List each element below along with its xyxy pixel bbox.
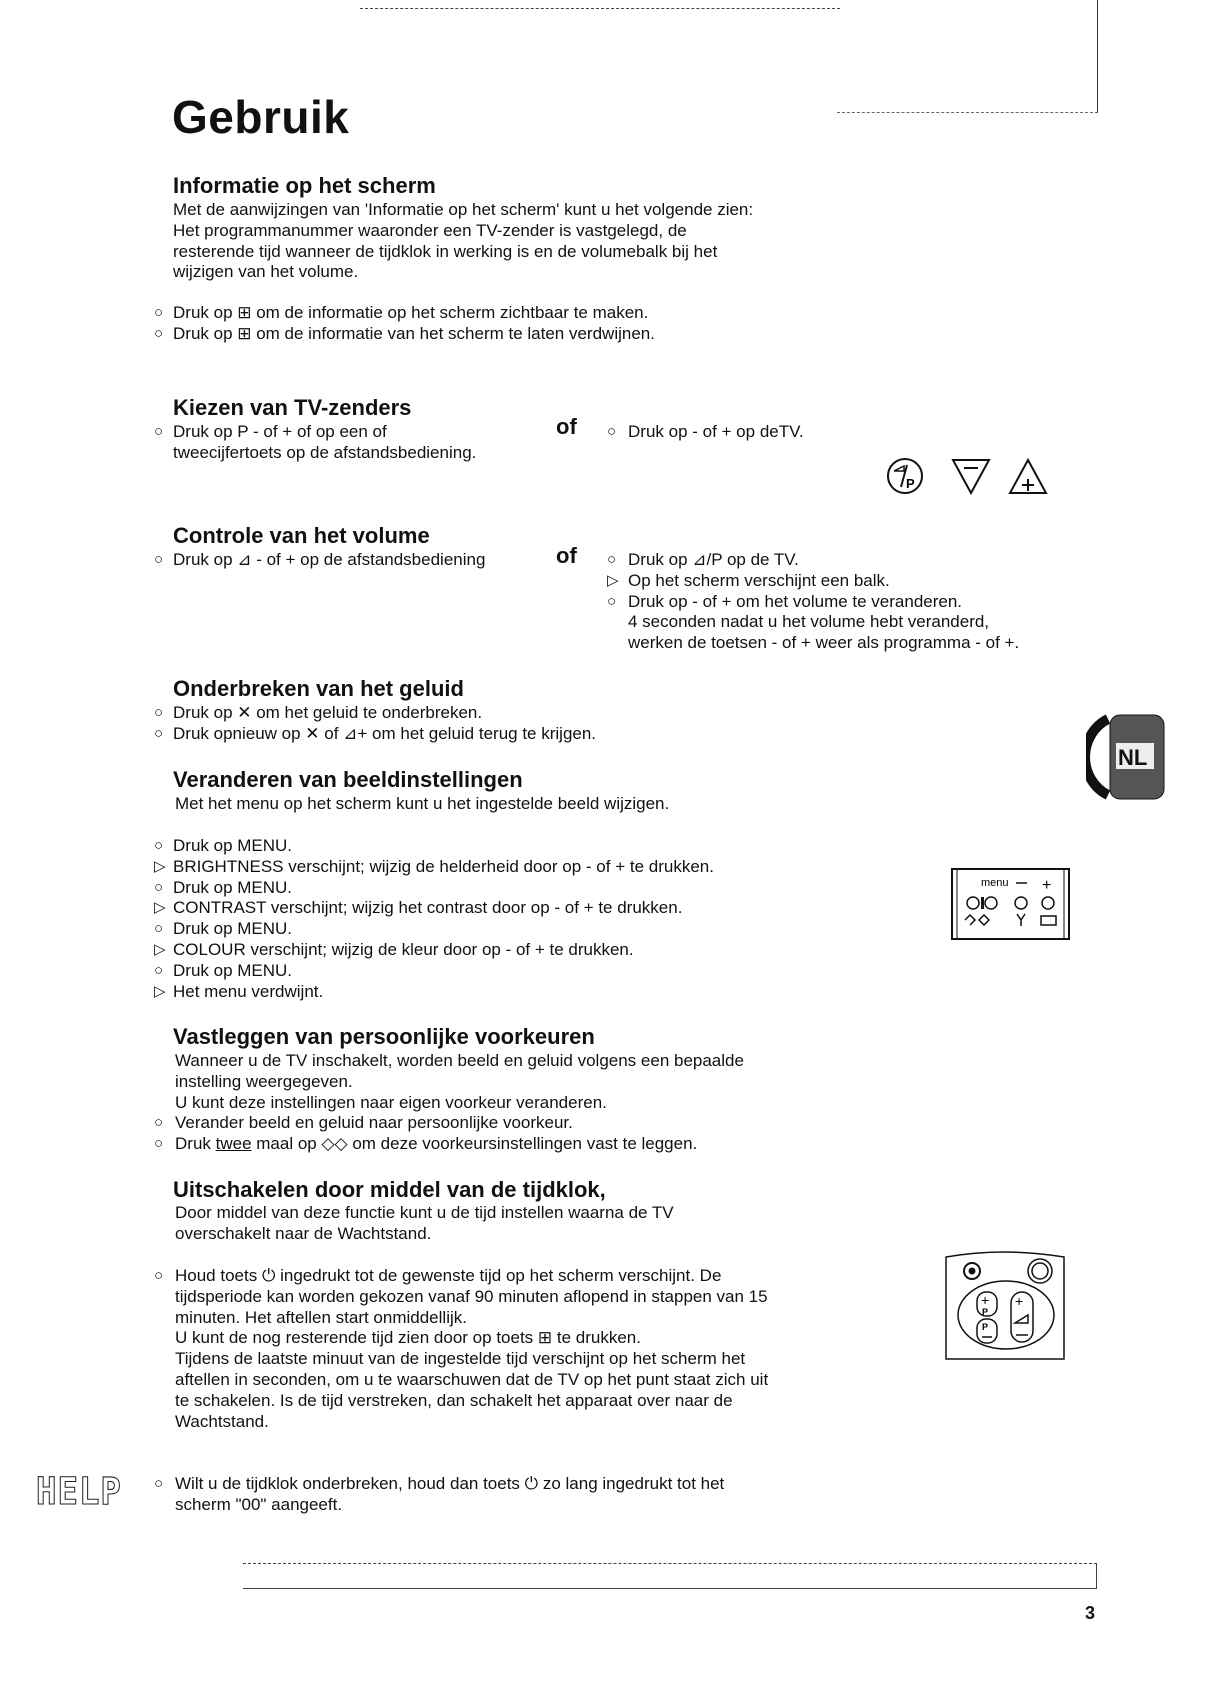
step-bullet-icon: ○ xyxy=(154,1114,164,1132)
instruction-step: Druk opnieuw op ✕ of ⊿+ om het geluid terug te krijgen. xyxy=(173,723,597,743)
step-bullet-icon: ○ xyxy=(154,878,164,896)
text-line: werken de toetsen - of + weer als programma - of +. xyxy=(628,633,1020,653)
step-bullet-icon: ○ xyxy=(154,1135,164,1153)
step-bullet-icon: ○ xyxy=(154,1475,164,1492)
instruction-result: Het menu verdwijnt. xyxy=(173,981,324,1001)
text-line: Met de aanwijzingen van 'Informatie op het scherm' kunt u het volgende zien: xyxy=(173,200,754,219)
text-line: Door middel van deze functie kunt u de tijd instellen waarna de TV xyxy=(175,1203,674,1222)
step-bullet-icon: ○ xyxy=(154,961,164,979)
section-heading-onderbreken: Onderbreken van het geluid xyxy=(173,676,464,701)
emphasis: twee xyxy=(215,1134,252,1154)
text-line: resterende tijd wanneer de tijdklok in werking is en de volumebalk bij het xyxy=(173,241,718,261)
tv-buttons-illustration xyxy=(885,455,1060,497)
instruction-step: Verander beeld en geluid naar persoonlijke voorkeur. xyxy=(175,1113,573,1133)
step-bullet-icon: ○ xyxy=(607,423,617,440)
instruction-result: COLOUR verschijnt; wijzig de kleur door op - of + te drukken. xyxy=(173,940,634,959)
menu-label: menu xyxy=(981,877,1009,889)
text-line: tweecijfertoets op de afstandsbediening. xyxy=(173,442,477,462)
step-bullet-icon: ○ xyxy=(607,592,617,610)
step-bullet-icon: ○ xyxy=(154,724,164,742)
instruction-result: BRIGHTNESS verschijnt; wijzig de helderheid door op - of + te drukken. xyxy=(173,856,714,876)
footer-frame-edge xyxy=(1096,1563,1097,1588)
instruction-step: Druk op ✕ om het geluid te onderbreken. xyxy=(173,703,483,722)
text-line: U kunt de nog resterende tijd zien door op toets ⊞ te drukken. xyxy=(175,1328,641,1348)
p-label: P xyxy=(906,476,915,491)
text-line: scherm "00" aangeeft. xyxy=(175,1494,343,1514)
result-arrow-icon: ▷ xyxy=(154,941,166,958)
help-logo: HELP xyxy=(36,1470,122,1514)
text-line: 4 seconden nadat u het volume hebt veranderd, xyxy=(628,612,990,632)
instruction-step: Druk op ⊿/P op de TV. xyxy=(628,550,799,569)
text-line: Tijdens de laatste minuut van de ingestelde tijd verschijnt op het scherm het xyxy=(175,1349,746,1369)
tv-menu-panel-illustration xyxy=(951,868,1071,942)
step-bullet-icon: ○ xyxy=(154,1267,164,1284)
page-number: 3 xyxy=(1085,1603,1096,1623)
text-line: instelling weergegeven. xyxy=(175,1071,353,1091)
instruction-step: Druk twee maal op ◇◇ om deze voorkeursinstellingen vast te leggen. xyxy=(175,1134,698,1154)
text-line: Met het menu op het scherm kunt u het ingestelde beeld wijzigen. xyxy=(175,794,670,813)
text-line: tijdsperiode kan worden gekozen vanaf 90 minuten aflopend in stappen van 15 xyxy=(175,1286,768,1306)
p-label: P xyxy=(982,1307,989,1317)
section-heading-kiezen: Kiezen van TV-zenders xyxy=(173,395,412,420)
volume-up-label: + xyxy=(1015,1293,1024,1309)
text-line: aftellen in seconden, om u te waarschuwen dat de TV op het punt staat zich uit xyxy=(175,1370,769,1389)
result-arrow-icon: ▷ xyxy=(154,982,166,1000)
page-title: Gebruik xyxy=(172,91,350,143)
instruction-step: Druk op MENU. xyxy=(173,919,293,939)
text-line: te schakelen. Is de tijd verstreken, dan schakelt het apparaat over naar de xyxy=(175,1390,733,1410)
instruction-step: Druk op ⊞ om de informatie van het scherm te laten verdwijnen. xyxy=(173,323,655,343)
result-arrow-icon: ▷ xyxy=(607,571,619,589)
step-bullet-icon: ○ xyxy=(607,551,617,568)
plus-label: + xyxy=(1042,877,1052,894)
top-scan-line xyxy=(360,8,840,9)
or-label: of xyxy=(556,414,577,439)
text-line: Wachtstand. xyxy=(175,1411,269,1431)
nl-label: NL xyxy=(1118,745,1148,770)
step-bullet-icon: ○ xyxy=(154,837,164,854)
section-heading-info: Informatie op het scherm xyxy=(173,173,436,198)
up-triangle-plus-icon xyxy=(1010,460,1046,493)
text-line: wijzigen van het volume. xyxy=(173,262,359,282)
step-bullet-icon: ○ xyxy=(154,423,164,440)
down-triangle-minus-icon xyxy=(953,460,989,493)
text-line: Wanneer u de TV inschakelt, worden beeld en geluid volgens een bepaalde xyxy=(175,1051,744,1070)
instruction-step: Druk op MENU. xyxy=(173,836,293,855)
step-bullet-icon: ○ xyxy=(154,551,164,568)
instruction-result: CONTRAST verschijnt; wijzig het contrast door op - of + te drukken. xyxy=(173,898,683,918)
nl-language-badge xyxy=(1086,713,1166,801)
instruction-step: Druk op ⊞ om de informatie op het scherm zichtbaar te maken. xyxy=(173,303,649,322)
corner-frame xyxy=(837,0,1098,113)
step-bullet-icon: ○ xyxy=(154,920,164,938)
section-heading-controle: Controle van het volume xyxy=(173,523,430,548)
instruction-step: Wilt u de tijdklok onderbreken, houd dan toets ⏻ zo lang ingedrukt tot het xyxy=(175,1474,725,1493)
instruction-step: Druk op - of + om het volume te veranderen. xyxy=(628,591,963,611)
footer-divider xyxy=(243,1588,1097,1589)
result-arrow-icon: ▷ xyxy=(154,899,166,917)
footer-divider xyxy=(243,1563,1097,1564)
instruction-step: Druk op MENU. xyxy=(173,877,293,897)
program-up-label: + xyxy=(981,1292,990,1308)
instruction-step: Druk op MENU. xyxy=(173,960,293,980)
step-bullet-icon: ○ xyxy=(154,324,164,342)
p-label: P xyxy=(982,1322,989,1332)
text-line: minuten. Het aftellen start onmiddellijk. xyxy=(175,1307,467,1327)
instruction-step: Druk op P - of + of op een of xyxy=(173,422,387,441)
result-arrow-icon: ▷ xyxy=(154,857,166,875)
text-line: overschakelt naar de Wachtstand. xyxy=(175,1223,432,1243)
section-heading-vastleggen: Vastleggen van persoonlijke voorkeuren xyxy=(173,1024,595,1049)
text-line: U kunt deze instellingen naar eigen voorkeur veranderen. xyxy=(175,1092,607,1112)
or-label: of xyxy=(556,543,577,568)
text-line: Het programmanummer waaronder een TV-zender is vastgelegd, de xyxy=(173,220,687,240)
remote-control-illustration xyxy=(944,1249,1068,1361)
section-heading-veranderen: Veranderen van beeldinstellingen xyxy=(173,767,523,792)
instruction-step: Druk op - of + op deTV. xyxy=(628,422,804,441)
instruction-result: Op het scherm verschijnt een balk. xyxy=(628,570,890,590)
instruction-step: Houd toets ⏻ ingedrukt tot de gewenste tijd op het scherm verschijnt. De xyxy=(175,1266,722,1285)
step-bullet-icon: ○ xyxy=(154,304,164,321)
volume-program-button-icon xyxy=(888,459,922,493)
step-bullet-icon: ○ xyxy=(154,704,164,721)
instruction-step: Druk op ⊿ - of + op de afstandsbediening xyxy=(173,550,486,569)
section-heading-uitschakelen: Uitschakelen door middel van de tijdklok, xyxy=(173,1177,606,1202)
